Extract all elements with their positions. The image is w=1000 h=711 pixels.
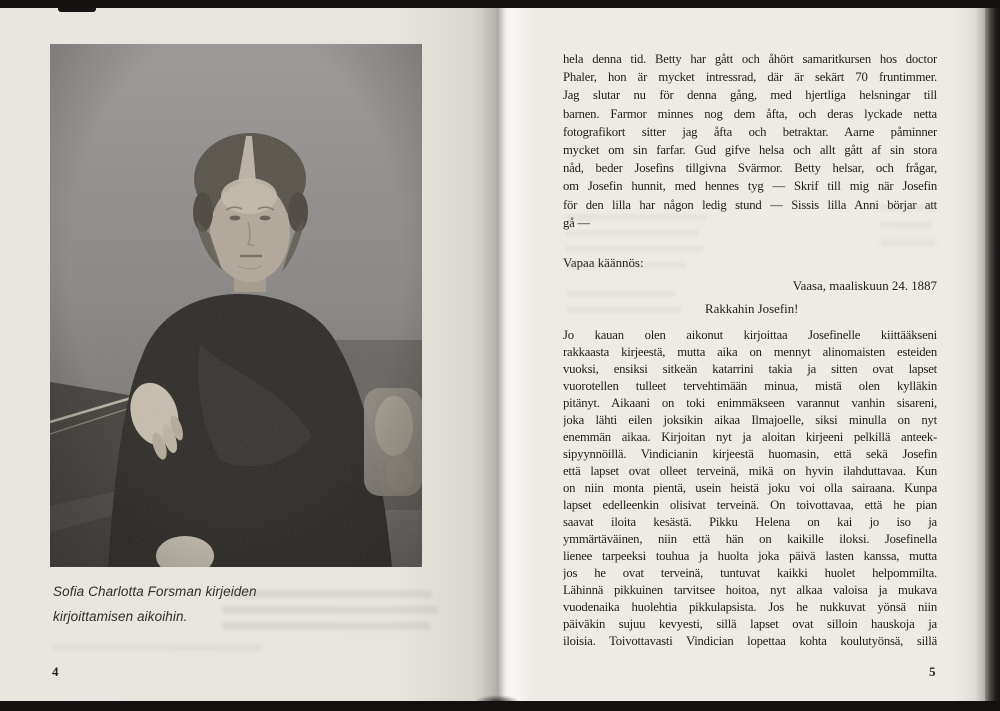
text-line: barnen. Farmor minnes nog dem åfta, och deras lyckade netta [563, 106, 937, 121]
bleed-through-smudge [566, 246, 704, 253]
text-line: että lapset ovat olleet terveinä, mikä on hyvin ilahduttavaa. Kun [563, 464, 937, 478]
text-line: nåd, beder Josefins tillgivna Svärmor. Betty helsar, och frågar, [563, 161, 937, 176]
translation-label: Vapaa käännös: [563, 256, 644, 270]
photo-caption-line-2: kirjoittamisen aikoihin. [53, 609, 188, 624]
page-edges [985, 8, 1000, 701]
bleed-through-smudge [566, 290, 676, 297]
text-line: Jo kauan olen aikonut kirjoittaa Josefinelle kiittääkseni [563, 328, 937, 342]
bleed-through-smudge [222, 606, 438, 614]
text-line: jos he ovat terveinä, tuntuvat kaikki huolet helpommilta. [563, 566, 937, 580]
text-line: fotografikort sitter jag åfta och betraktar. Aarne påminner [563, 124, 937, 139]
dateline: Vaasa, maaliskuun 24. 1887 [792, 279, 937, 293]
portrait-photo [50, 44, 422, 567]
text-line: enemmän aikaa. Kirjoitan nyt ja aloitan kirjeeni pelkillä anteek- [563, 430, 937, 444]
text-line: gå — [563, 215, 591, 230]
bleed-through-smudge [566, 262, 686, 269]
text-line: päiväkin sujuu kevyesti, sillä lapset ovat silloin hauskoja ja [563, 617, 937, 631]
bleed-through-smudge [880, 204, 936, 211]
bleed-through-smudge [566, 230, 698, 237]
text-line: lapset edelleenkin olisivat terveinä. On toivottavaa, että he pian [563, 498, 937, 512]
photo-caption-line-1: Sofia Charlotta Forsman kirjeiden [53, 584, 257, 599]
text-line: lienee tarpeeksi touhua ja huolta joka päivä lasten kanssa, mutta [563, 549, 937, 563]
text-line: vuodenaika huolehtia pikkulapsista. Jos he nukkuvat yönsä niin [563, 600, 937, 614]
bleed-through-smudge [566, 214, 706, 221]
salutation: Rakkahin Josefin! [705, 302, 799, 316]
text-line: om Josefin hunnit, med hennes tyg — Skrif till mig när Josefin [563, 179, 937, 194]
letter-paragraph-finnish [563, 327, 937, 650]
gutter-shadow [471, 8, 497, 701]
text-line: vuoksi, ensiksi sitkeän katarrini takia ja sitten ovat lapset [563, 362, 937, 376]
spine-shadow [474, 695, 520, 702]
text-line: Phaler, hon är mycket intressrad, där är sekärt 70 fruntimmer. [563, 70, 937, 85]
text-line: saavat iloita kesästä. Pikku Helena on kai jo iso ja [563, 515, 937, 529]
text-line: Jag slutar nu för denna gång, med hjertliga helsningar till [563, 88, 937, 103]
text-line: vuorotellen tulleet tervehtimään minua, mistä olen kylläkin [563, 379, 937, 393]
bleed-through-smudge [880, 222, 932, 229]
bleed-through-smudge [226, 590, 432, 598]
bleed-through-smudge [880, 240, 936, 247]
text-line: joka lähti eilen joksikin aikaa Ilmajoelle, siksi minulla on nyt [563, 413, 937, 427]
text-line: iloisia. Toivottavasti Vindician lopettaa kohta koulutyönsä, sillä [563, 634, 937, 648]
binding-mark [58, 8, 96, 12]
bleed-through-smudge [566, 306, 682, 313]
text-line: pitänyt. Aikaani on toki enimmäkseen varannut vanhin sisareni, [563, 396, 937, 410]
text-line: mycket om sin farfar. Gud gifve helsa och allt gått af sin stora [563, 142, 937, 157]
bleed-through-smudge [222, 622, 430, 630]
page-number-left: 4 [52, 664, 59, 679]
page-number-right: 5 [929, 664, 936, 679]
bleed-through-smudge [52, 644, 262, 651]
text-line: sipyynnöillä. Vindicianin kirjeestä huomasin, että sekä Josefin [563, 447, 937, 461]
text-line: rakkaasta kirjeestä, mutta aika on mennyt alinomaisten esteiden [563, 345, 937, 359]
text-line: ymmärtäväinen, niin että hän on kaikille iloksi. Josefinella [563, 532, 937, 546]
text-line: on niin monta pientä, usein heistä joku voi olla sairaana. Kunpa [563, 481, 937, 495]
text-line: hela denna tid. Betty har gått och åhört samaritkursen hos doctor [563, 52, 937, 66]
gutter-highlight [497, 8, 531, 701]
text-line: för den lilla har någon ledig stund — Sissis lilla Anni börjar att [563, 197, 937, 212]
text-line: Lähinnä pikkuinen tarvitsee hoitoa, nyt alkaa valoisa ja mukava [563, 583, 937, 597]
